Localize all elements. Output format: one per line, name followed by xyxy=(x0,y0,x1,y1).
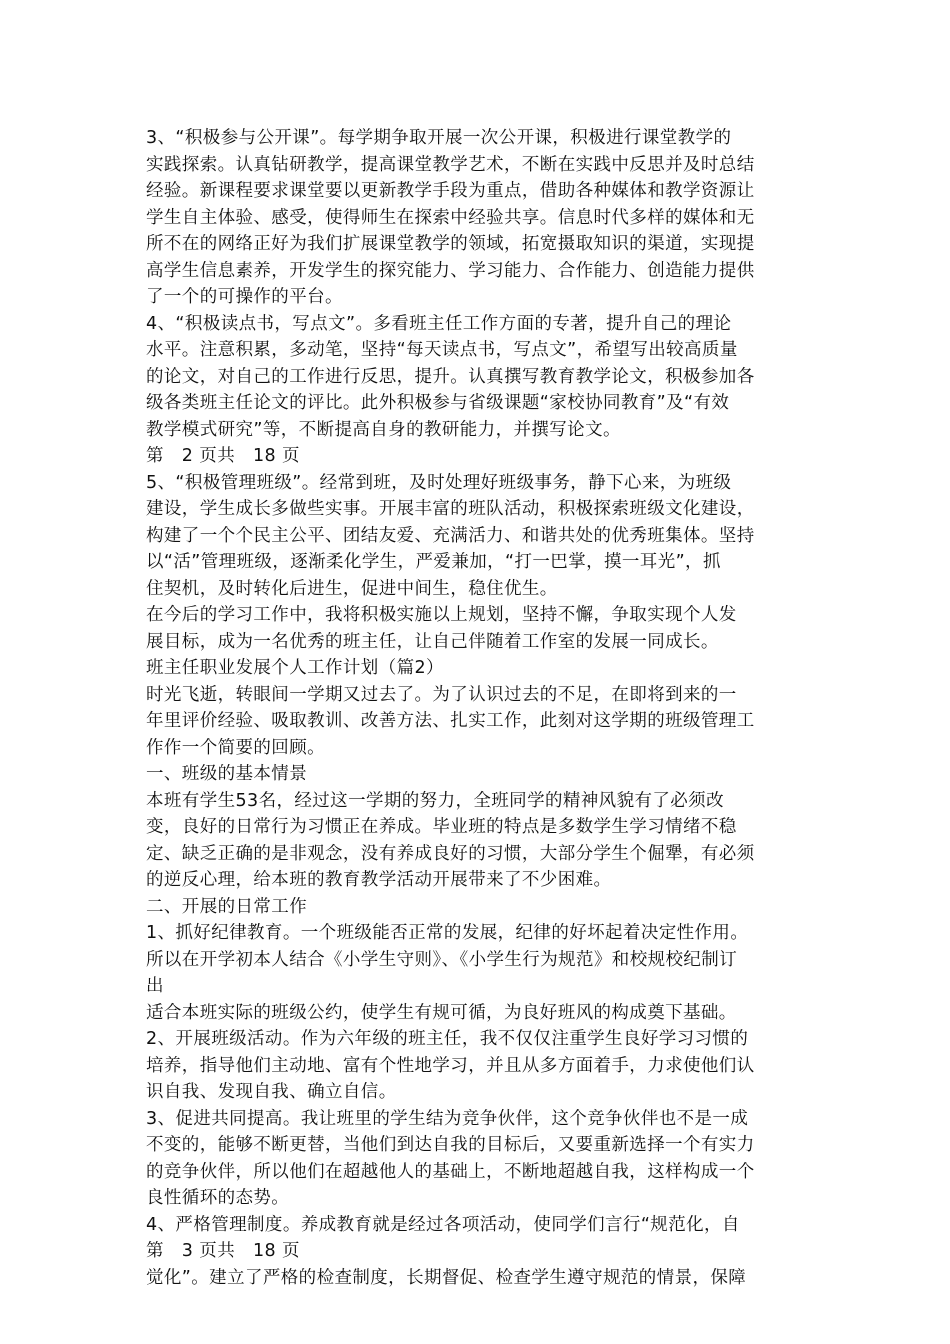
text-line: 时光飞逝，转眼间一学期又过去了。为了认识过去的不足，在即将到来的一 xyxy=(146,684,737,705)
text-line: 觉化”。建立了严格的检查制度，长期督促、检查学生遵守规范的情景，保障 xyxy=(146,1267,747,1288)
page-footer: 第 3 页共 18 页 xyxy=(146,1241,300,1261)
text-line: 学生自主体验、感受，使得师生在探索中经验共享。信息时代多样的媒体和无 xyxy=(146,207,755,228)
text-line: 识自我、发现自我、确立自信。 xyxy=(146,1082,397,1102)
text-line: 不变的，能够不断更替，当他们到达自我的目标后，又要重新选择一个有实力 xyxy=(146,1135,755,1155)
text-line: 定、缺乏正确的是非观念，没有养成良好的习惯，大部分学生个倔犟，有必须 xyxy=(146,843,755,864)
text-line: 的逆反心理，给本班的教育教学活动开展带来了不少困难。 xyxy=(146,870,612,890)
text-line: 4、严格管理制度。养成教育就是经过各项活动，使同学们言行“规范化，自 xyxy=(146,1214,740,1235)
text-line: 的论文，对自己的工作进行反思，提升。认真撰写教育教学论文，积极参加各 xyxy=(146,366,755,387)
text-line: 所以在开学初本人结合《小学生守则》、《小学生行为规范》和校规校纪制订 xyxy=(146,949,738,970)
text-line: 级各类班主任论文的评比。此外积极参与省级课题“家校协同教育”及“有效 xyxy=(146,393,730,413)
text-line: 教学模式研究”等，不断提高自身的教研能力，并撰写论文。 xyxy=(146,419,621,440)
text-line: 住契机，及时转化后进生，促进中间生，稳住优生。 xyxy=(146,578,558,599)
text-line: 水平。注意积累，多动笔，坚持“每天读点书，写点文”，希望写出较高质量 xyxy=(146,340,738,360)
text-line: 了一个的可操作的平台。 xyxy=(146,287,343,307)
section-heading: 二、开展的日常工作 xyxy=(146,896,308,917)
text-line: 在今后的学习工作中，我将积极实施以上规划，坚持不懈，争取实现个人发 xyxy=(146,605,737,625)
text-line: 3、“积极参与公开课”。每学期争取开展一次公开课，积极进行课堂教学的 xyxy=(146,128,732,148)
text-line: 良性循环的态势。 xyxy=(146,1188,290,1208)
page-footer: 第 2 页共 18 页 xyxy=(146,446,300,466)
text-line: 年里评价经验、吸取教训、改善方法、扎实工作，此刻对这学期的班级管理工 xyxy=(146,711,755,731)
text-line: 2、开展班级活动。作为六年级的班主任，我不仅仅注重学生良好学习习惯的 xyxy=(146,1029,749,1049)
document-body xyxy=(146,125,816,1291)
section-heading: 一、班级的基本情景 xyxy=(146,764,308,784)
text-line: 1、抓好纪律教育。一个班级能否正常的发展，纪律的好坏起着决定性作用。 xyxy=(146,923,749,943)
text-line: 以“活”管理班级，逐渐柔化学生，严爱兼加，“打一巴掌，摸一耳光”，抓 xyxy=(146,552,721,572)
text-line: 高学生信息素养，开发学生的探究能力、学习能力、合作能力、创造能力提供 xyxy=(146,260,755,281)
text-line: 实践探索。认真钻研教学，提高课堂教学艺术，不断在实践中反思并及时总结 xyxy=(146,154,755,175)
text-line: 出 xyxy=(146,976,164,996)
text-line: 变，良好的日常行为习惯正在养成。毕业班的特点是多数学生学习情绪不稳 xyxy=(146,817,737,837)
text-line: 构建了一个个民主公平、团结友爱、充满活力、和谐共处的优秀班集体。坚持 xyxy=(146,525,755,546)
text-line: 建设，学生成长多做些实事。开展丰富的班队活动，积极探索班级文化建设， xyxy=(146,499,755,519)
text-line: 所不在的网络正好为我们扩展课堂教学的领域，拓宽摄取知识的渠道，实现提 xyxy=(146,234,755,254)
text-line: 经验。新课程要求课堂要以更新教学手段为重点，借助各种媒体和教学资源让 xyxy=(146,181,755,201)
text-line: 展目标，成为一名优秀的班主任，让自己伴随着工作室的发展一同成长。 xyxy=(146,631,719,652)
text-line: 适合本班实际的班级公约，使学生有规可循，为良好班风的构成奠下基础。 xyxy=(146,1002,737,1023)
text-line: 5、“积极管理班级”。经常到班，及时处理好班级事务，静下心来，为班级 xyxy=(146,472,732,493)
text-line: 的竞争伙伴，所以他们在超越他人的基础上，不断地超越自我，这样构成一个 xyxy=(146,1161,755,1182)
text-line: 作作一个简要的回顾。 xyxy=(146,737,325,758)
text-line: 4、“积极读点书，写点文”。多看班主任工作方面的专著，提升自己的理论 xyxy=(146,313,732,334)
text-line: 本班有学生53名，经过这一学期的努力，全班同学的精神风貌有了必须改 xyxy=(146,790,724,811)
section-heading: 班主任职业发展个人工作计划（篇2） xyxy=(146,658,444,678)
text-line: 培养，指导他们主动地、富有个性地学习，并且从多方面着手，力求使他们认 xyxy=(146,1055,755,1076)
text-line: 3、促进共同提高。我让班里的学生结为竞争伙伴，这个竞争伙伴也不是一成 xyxy=(146,1108,749,1129)
